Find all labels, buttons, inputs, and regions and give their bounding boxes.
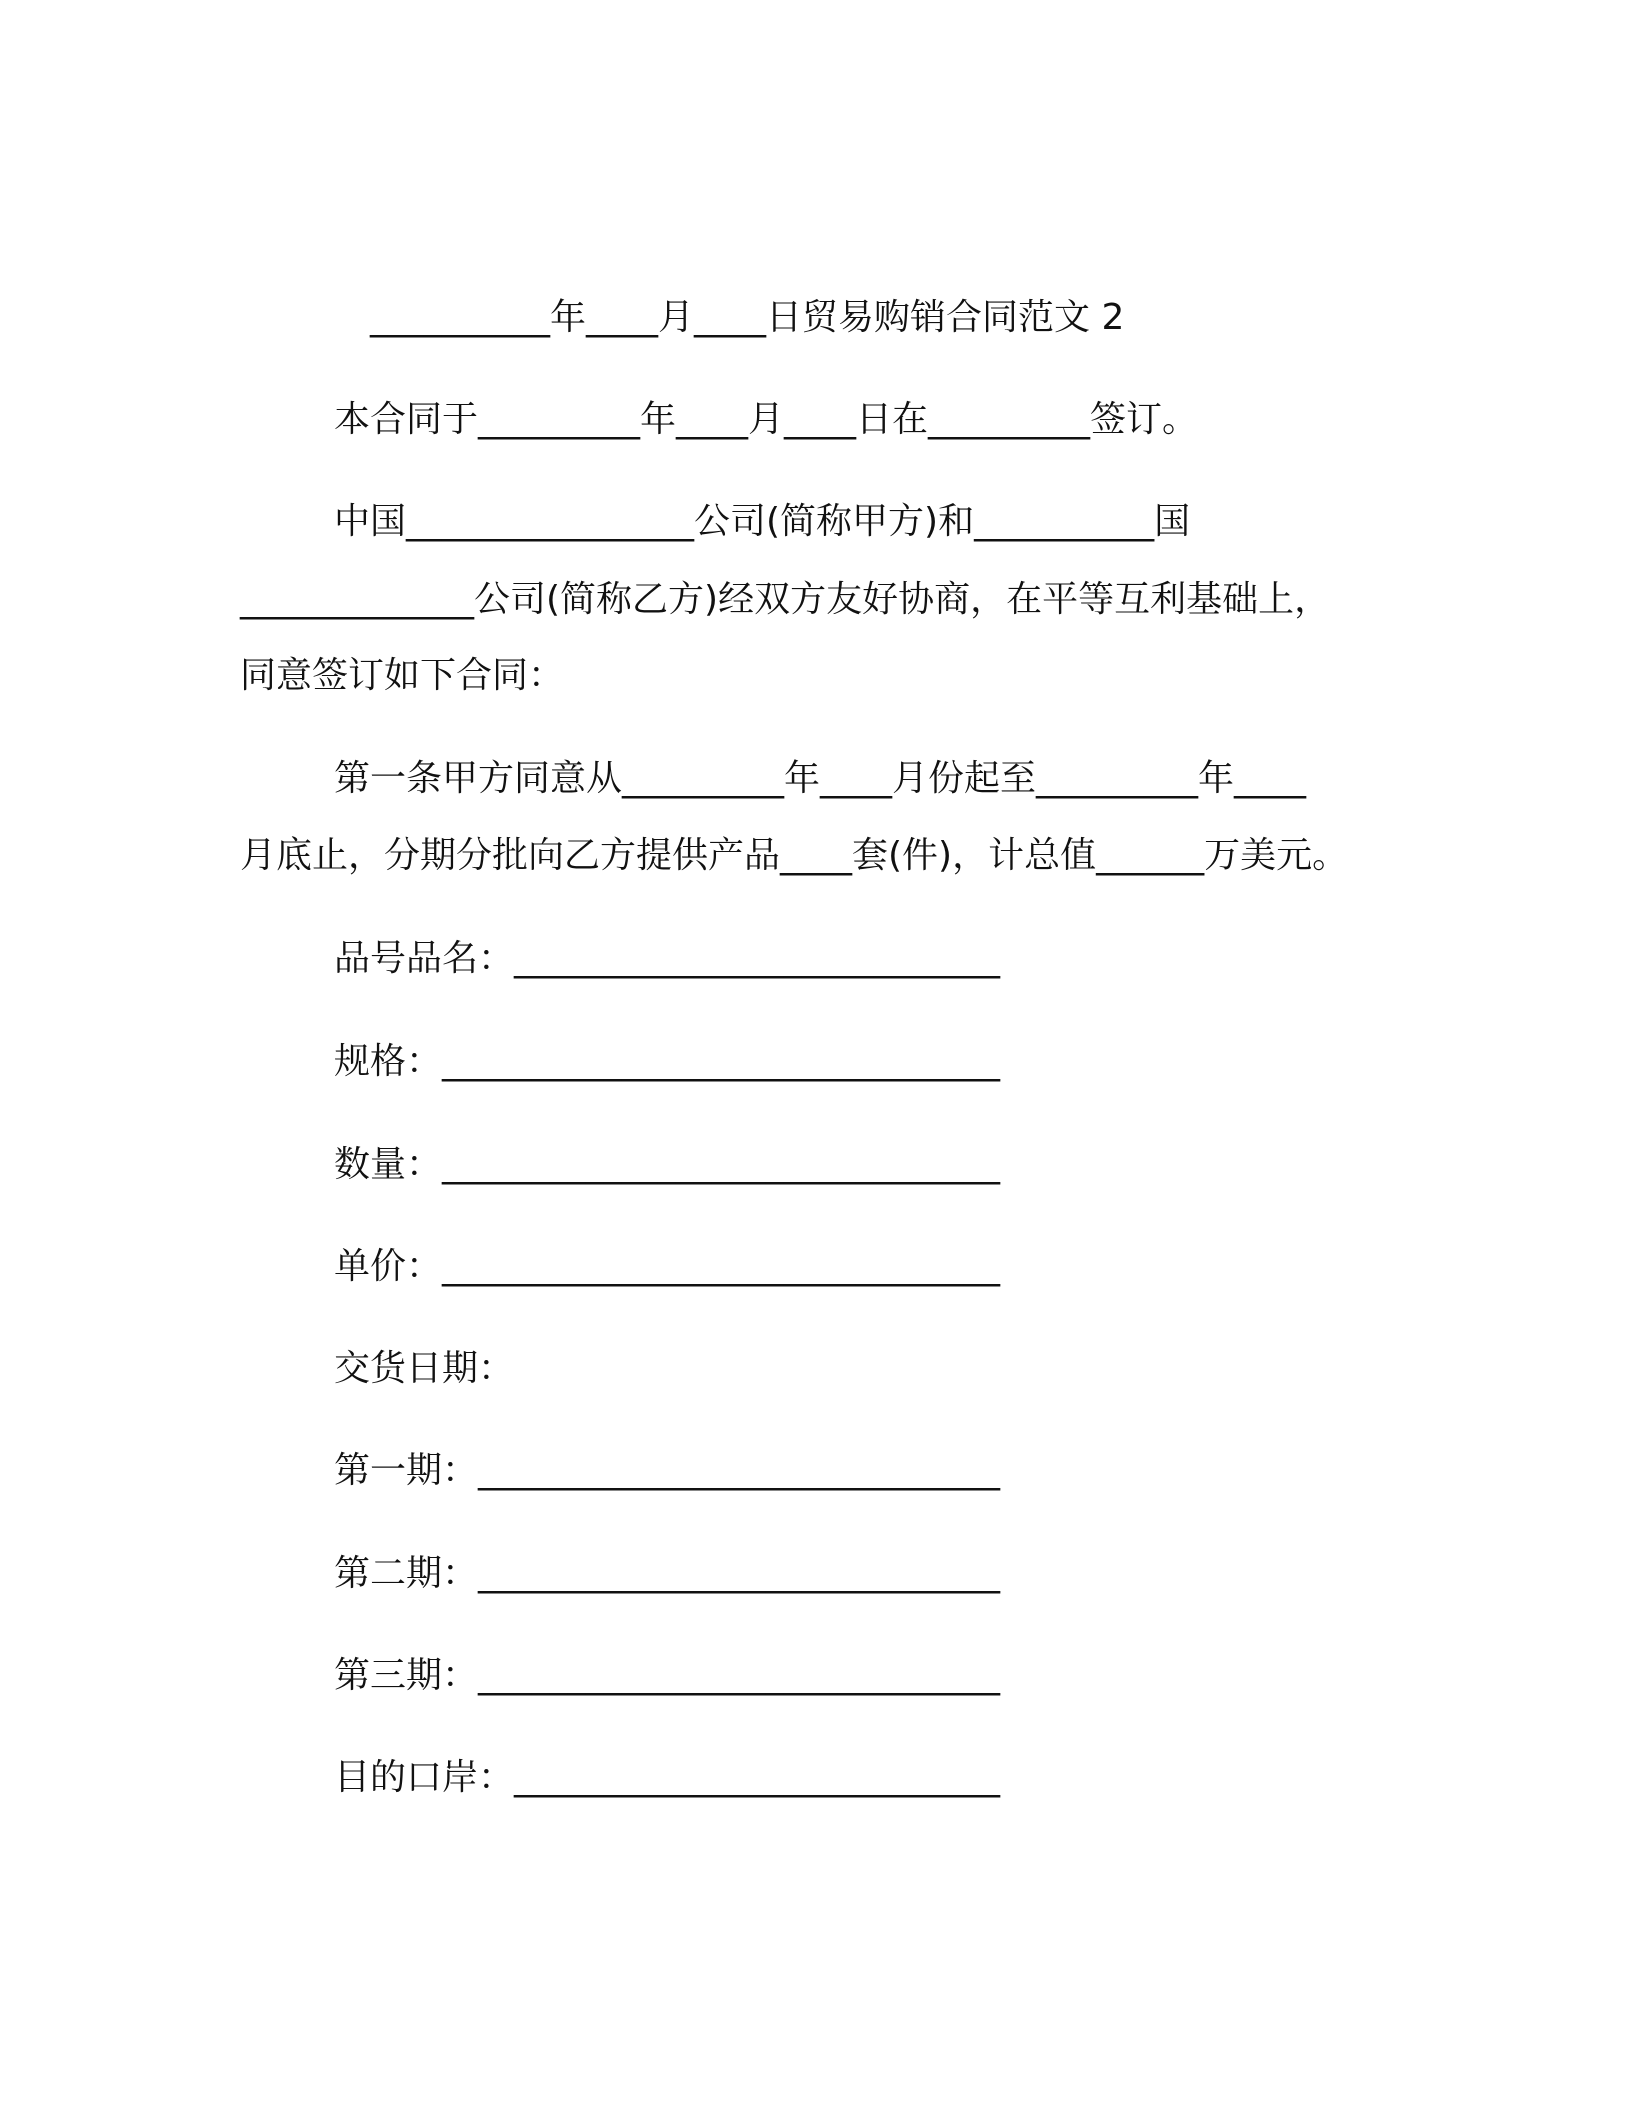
- parties-clause-line-1: 中国________________公司(简称甲方)和__________国: [334, 501, 1191, 542]
- article-one-line-2: 月底止，分期分批向乙方提供产品____套(件)，计总值______万美元。: [240, 835, 1349, 876]
- parties-clause-line-2: _____________公司(简称乙方)经双方友好协商，在平等互利基础上，: [240, 579, 1331, 620]
- unit-price-field: 单价：_______________________________: [334, 1246, 1001, 1287]
- article-one-line-1: 第一条甲方同意从_________年____月份起至_________年____: [334, 758, 1307, 799]
- delivery-period-2-field: 第二期：_____________________________: [334, 1553, 1001, 1594]
- specification-field: 规格：_______________________________: [334, 1041, 1001, 1082]
- delivery-period-1-field: 第一期：_____________________________: [334, 1450, 1001, 1491]
- parties-clause-line-3: 同意签订如下合同：: [240, 655, 565, 696]
- delivery-period-3-field: 第三期：_____________________________: [334, 1655, 1001, 1696]
- quantity-field: 数量：_______________________________: [334, 1144, 1001, 1185]
- destination-port-field: 目的口岸：___________________________: [334, 1757, 1001, 1798]
- signing-clause: 本合同于_________年____月____日在_________签订。: [334, 399, 1199, 440]
- product-name-field: 品号品名：___________________________: [334, 938, 1001, 979]
- document-title: __________年____月____日贸易购销合同范文 2: [370, 297, 1125, 338]
- delivery-date-label: 交货日期：: [334, 1348, 515, 1389]
